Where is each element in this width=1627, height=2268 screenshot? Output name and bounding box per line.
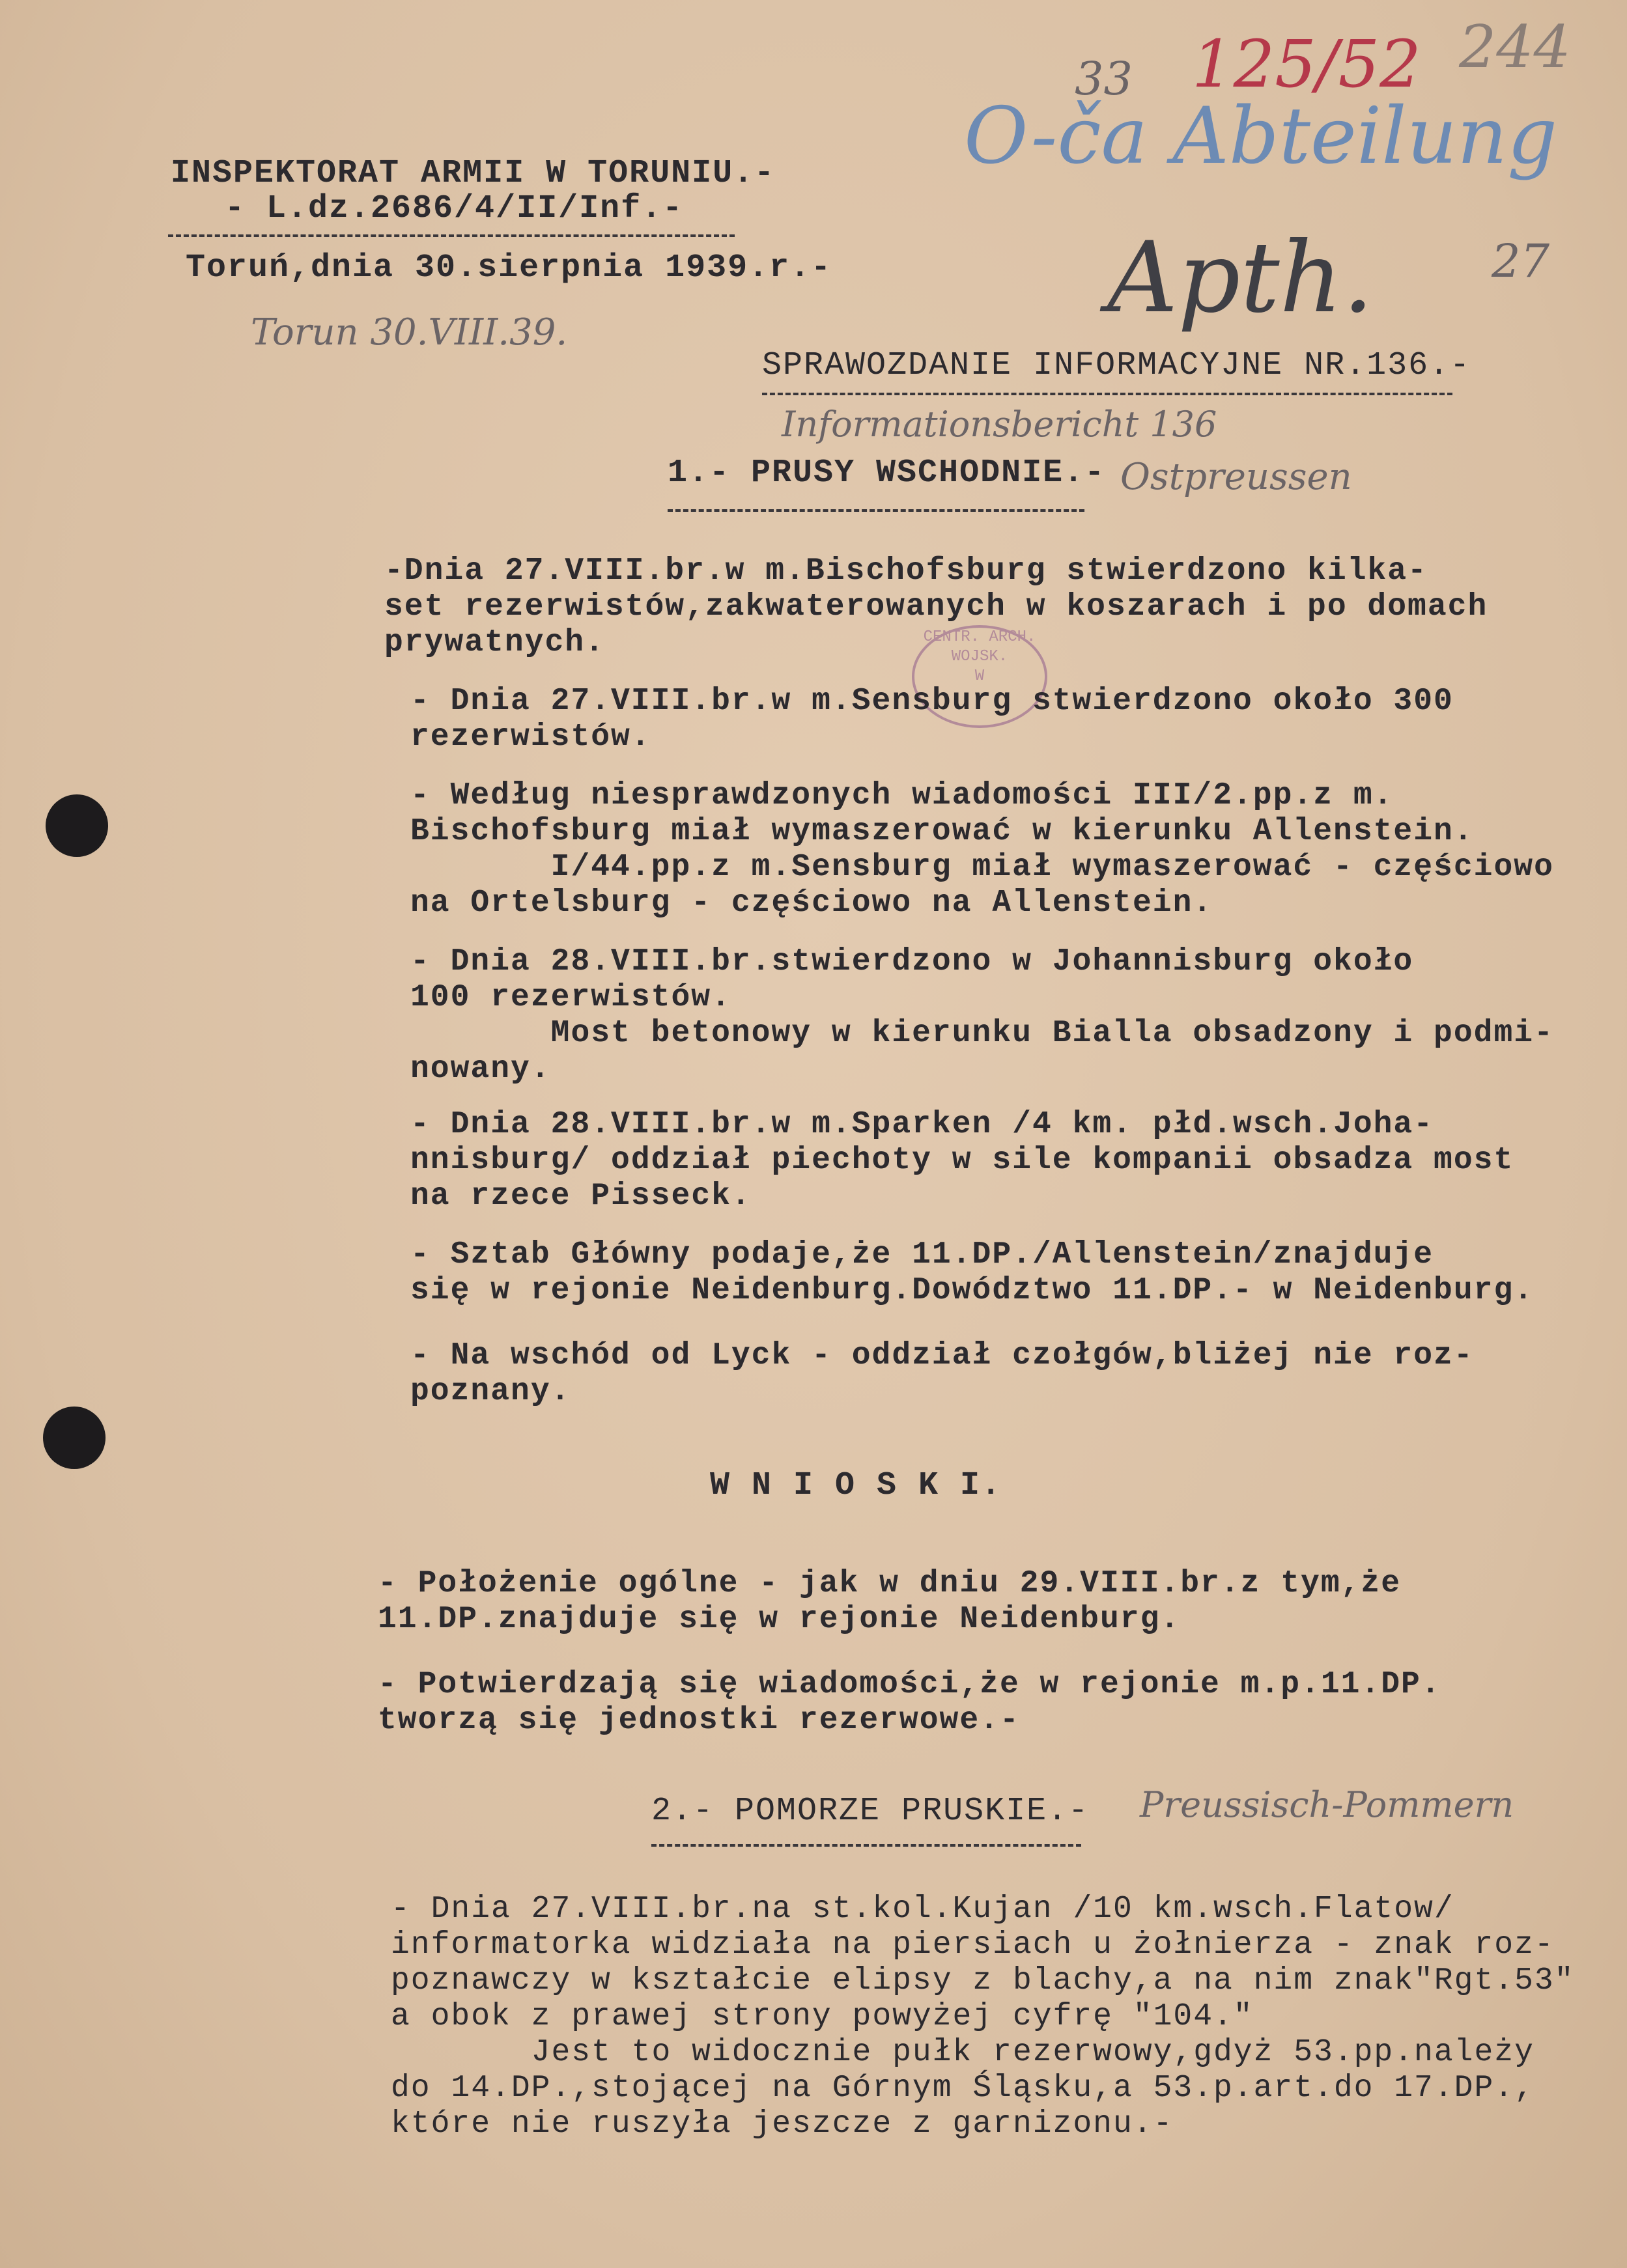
handwritten-german-title: Informationsbericht 136 xyxy=(782,404,1217,445)
paragraph: - Dnia 28.VIII.br.w m.Sparken /4 km. płd.wsch.Joha- nnisburg/ oddział piechoty w sile kompanii obsadza most na rzece Pisseck. xyxy=(410,1107,1514,1214)
paragraph: - Według niesprawdzonych wiadomości III/2.pp.z m. Bischofsburg miał wymaszerować w kierunku Allenstein. I/44.pp.z m.Sensburg miał wymaszerować - częściowo na Ortelsburg - częściowo na Allenstein. xyxy=(410,778,1554,921)
paragraph: - Potwierdzają się wiadomości,że w rejonie m.p.11.DP. tworzą się jednostki rezerwowe.- xyxy=(378,1667,1441,1738)
paragraph: - Dnia 27.VIII.br.na st.kol.Kujan /10 km.wsch.Flatow/ informatorka widziała na piersiach u żołnierza - znak roz- poznawczy w kształcie elipsy z blachy,a na nim znak"Rgt.53" a obok z prawej strony powyżej cyfrę "104." Jest to widocznie pułk rezerwowy,gdyż 53.pp.należy do 14.DP.,stojącej na Górnym Śląsku,a 53.p.art.do 17.DP., które nie ruszyła jeszcze z garnizonu.- xyxy=(391,1892,1575,2142)
header-org: INSPEKTORAT ARMII W TORUNIU.- xyxy=(171,155,776,192)
handwritten-blue-note: O-ča Abteilung xyxy=(964,91,1558,182)
title-rule xyxy=(762,393,1452,395)
section-1-rule xyxy=(668,509,1084,512)
handwritten-section-1-note: Ostpreussen xyxy=(1120,456,1352,498)
handwritten-margin-number: 27 xyxy=(1492,234,1550,288)
conclusions-heading: W N I O S K I. xyxy=(710,1467,1002,1504)
header-rule xyxy=(168,234,735,237)
section-1-heading: 1.- PRUSY WSCHODNIE.- xyxy=(668,455,1106,492)
paragraph: - Położenie ogólne - jak w dniu 29.VIII.br.z tym,że 11.DP.znajduje się w rejonie Neidenburg. xyxy=(378,1566,1402,1637)
handwritten-date: Torun 30.VIII.39. xyxy=(251,311,568,354)
handwritten-top-number: 33 xyxy=(1075,52,1133,105)
handwritten-top-right: 244 xyxy=(1459,13,1571,81)
handwritten-red-number: 125/52 xyxy=(1192,26,1421,102)
handwritten-section-2-note: Preussisch-Pommern xyxy=(1140,1784,1514,1825)
header-place-date: Toruń,dnia 30.sierpnia 1939.r.- xyxy=(186,249,832,287)
punch-hole-top xyxy=(46,794,108,857)
paragraph: - Na wschód od Lyck - oddział czołgów,bliżej nie roz- poznany. xyxy=(410,1338,1474,1409)
archive-stamp: CENTR. ARCH. WOJSK. W xyxy=(912,625,1047,728)
paragraph: - Sztab Główny podaje,że 11.DP./Allenstein/znajduje się w rejonie Neidenburg.Dowództwo 11.DP.- w Neidenburg. xyxy=(410,1237,1535,1308)
handwritten-signature: Apth. xyxy=(1107,221,1374,335)
report-title: SPRAWOZDANIE INFORMACYJNE NR.136.- xyxy=(762,347,1471,384)
header-ref: - L.dz.2686/4/II/Inf.- xyxy=(225,190,684,227)
paragraph: -Dnia 27.VIII.br.w m.Bischofsburg stwierdzono kilka- set rezerwistów,zakwaterowanych w koszarach i po domach prywatnych. xyxy=(384,553,1488,660)
punch-hole-bottom xyxy=(43,1407,106,1469)
section-2-heading: 2.- POMORZE PRUSKIE.- xyxy=(651,1793,1090,1830)
paragraph: - Dnia 28.VIII.br.stwierdzono w Johannisburg około 100 rezerwistów. Most betonowy w kierunku Bialla obsadzony i podmi- nowany. xyxy=(410,944,1554,1087)
section-2-rule xyxy=(651,1844,1081,1847)
paragraph: - Dnia 27.VIII.br.w m.Sensburg stwierdzono około 300 rezerwistów. xyxy=(410,684,1454,755)
